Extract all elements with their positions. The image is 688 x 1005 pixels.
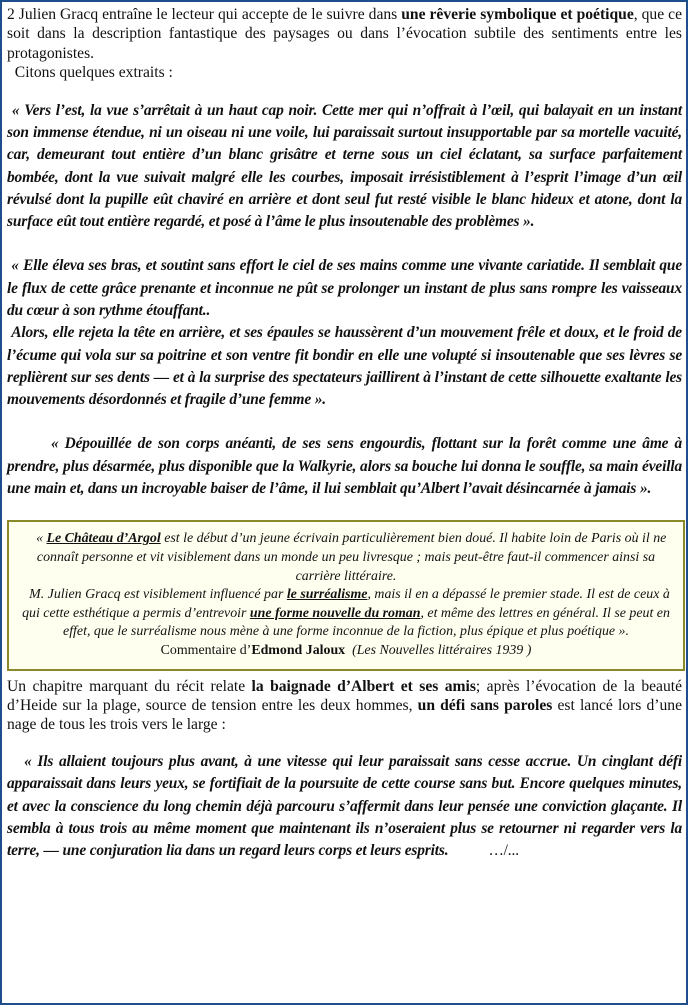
extracts-label: Citons quelques extraits : [14, 64, 173, 82]
quote-cariatide-text: « Elle éleva ses bras, et soutint sans effort le ciel de ses mains comme une vivante cariatide. Il semblait que le flux de cette grâce prenante et inconnue ne pût se prolonger un instant de plus sans rompre les vaisseaux du cœur à son rythme étouffant.. [7, 257, 683, 319]
commentary-credit [16, 642, 676, 661]
bathing-text-a: Un chapitre marquant du récit relate [7, 677, 252, 695]
commentary-paragraph-2 [16, 586, 676, 642]
new-form-emphasis: une forme nouvelle du roman [249, 605, 421, 621]
quote-swim [7, 751, 682, 863]
open-quote: « [36, 531, 47, 547]
quote-cariatide [7, 255, 682, 322]
quote-wave-text: Alors, elle rejeta la tête en arrière, et ses épaules se haussèrent d’un mouvement frêle et doux, et le froid de l’écume qui vola sur sa poitrine et son ventre fit bondir en elle une volupté si insoutenable que ses lèvres se replièrent sur ses dents — et à la surprise des spectateurs jaillirent à l’instant de cette silhouette exaltante les mouvements désordonnés et fragile d’une femme ». [7, 324, 682, 409]
quote-wave [7, 322, 682, 411]
quote-walkyrie-text: « Dépouillée de son corps anéanti, de ses sens engourdis, flottant sur la forêt comme une âme à prendre, plus désarmée, plus disponible que la Walkyrie, alors sa bouche lui donna le souffle, sa main éveilla une main et, dans un incroyable baiser de l’âme, il lui semblait qu’Albert l’avait désincarnée à jamais ». [7, 435, 682, 498]
bathing-emphasis: la baignade d’Albert et ses amis [251, 677, 476, 695]
credit-label: Commentaire d’ [160, 642, 252, 658]
critic-name: Edmond Jaloux [251, 642, 346, 658]
bathing-paragraph [7, 677, 682, 735]
commentary-text-2c: , mais il en a dépassé le premier stade. Il est de ceux à qui cette esthétique a permis d’entrevoir [22, 587, 670, 621]
intro-paragraph [7, 5, 682, 83]
challenge-emphasis: un défi sans paroles [417, 696, 553, 714]
intro-text: 2 Julien Gracq entraîne le lecteur qui accepte de le suivre dans [7, 6, 402, 23]
book-title: Le Château d’Argol [46, 531, 161, 547]
commentary-paragraph-1 [16, 530, 676, 586]
quote-sea-text: « Vers l’est, la vue s’arrêtait à un haut cap noir. Cette mer qui n’offrait à l’œil, qui balayait en un instant son immense étendue, ni un oiseau ni une voile, lui paraissait surtout insupportable par sa mortelle vacuité, car, demeurant tout entière d’un blanc grisâtre et terne sous un ciel éclatant, sa surface parfaitement bombée, dont la vue suivait malgré elle les courbes, imposait irrésistiblement à l’esprit l’image d’un œil révulsé dont la pupille eût chaviré en arrière et dont seul fut resté visible le blanc hideux et atone, dont la surface eût tout entière regardé, et posé à l’âme le plus insoutenable des problèmes ». [7, 101, 682, 231]
intro-text-rest: , que ce soit dans la description fantastique des paysages ou dans l’évocation subtile des sentiments entre les protagonistes. [7, 6, 682, 62]
commentary-text-2a: M. Julien Gracq est visiblement influencé par [29, 587, 287, 603]
quote-walkyrie [7, 433, 682, 500]
bathing-text-d: est lancé lors d’une nage de tous les trois vers le large : [7, 696, 682, 734]
quote-sea [7, 100, 682, 234]
surrealism-emphasis: le surréalisme [286, 587, 368, 603]
continuation-ellipsis: …/... [488, 842, 519, 860]
intro-emphasis: une rêverie symbolique et poétique [401, 6, 634, 23]
commentary-text-1: est le début d’un jeune écrivain particulièrement bien doué. Il habite loin de Paris où il ne connaît personne et vit visiblement dans un monde un peu livresque ; mais peut-être faut-il commencer ainsi sa carrière littéraire. [36, 531, 667, 584]
quote-swim-text: « Ils allaient toujours plus avant, à une vitesse qui leur paraissait sans cesse accrue. Un cinglant défi apparaissait dans leurs yeux, se fortifiait de la poursuite de cette course sans but. Encore quelques minutes, et avec la conscience du long chemin déjà parcouru s’affermit dans leur pensée une conviction glaçante. Il sembla à tous trois au même moment que maintenant ils n’oseraient plus se retourner ni regarder vers la terre, — une conjuration lia dans un regard leurs corps et leurs esprits. [7, 752, 683, 860]
credit-source: (Les Nouvelles littéraires 1939 ) [352, 642, 532, 658]
critic-commentary-box [7, 520, 685, 670]
commentary-text-2d: , et même des lettres en général. Il se peut en effet, que le surréalisme nous mène à une forme inconnue de la fiction, plus épique et plus poétique ». [63, 605, 670, 640]
bathing-text-c: ; après l’évocation de la beauté d’Heide sur la plage, source de tension entre les deux hommes, [7, 677, 683, 714]
